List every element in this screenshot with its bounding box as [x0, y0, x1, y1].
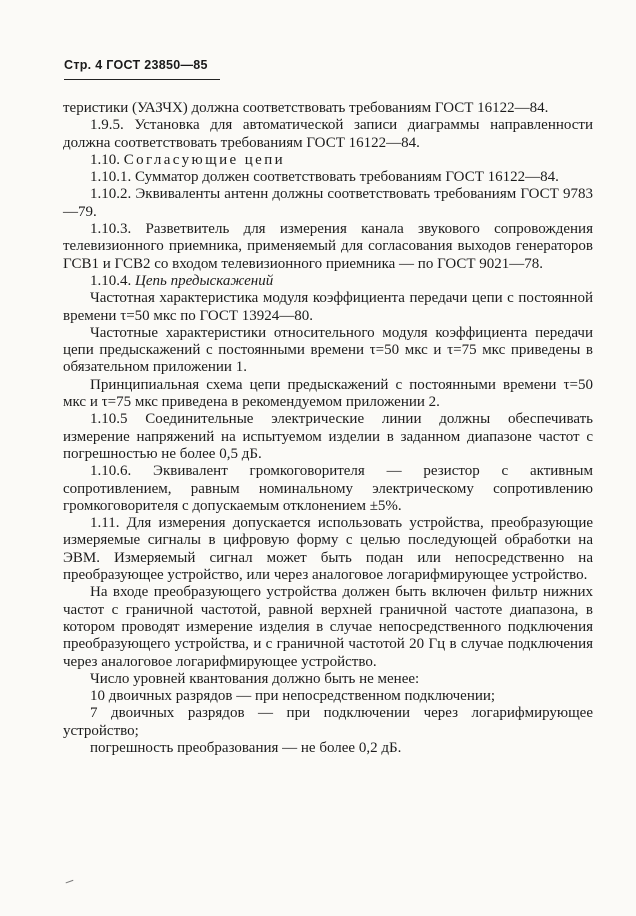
paragraph: Частотная характеристика модуля коэффициента передачи цепи с постоянной времени τ=50 мкс по ГОСТ 13924—80.: [63, 290, 593, 324]
paragraph: 1.10.1. Сумматор должен соответствовать требованиям ГОСТ 16122—84.: [90, 169, 559, 186]
subsection-number: 1.10.4.: [90, 272, 132, 289]
document-body: [63, 100, 593, 757]
paragraph: 1.10.5 Соединительные электрические линии должны обеспечивать измерение напряжений на испытуемом изделии в заданном диапазоне частот с погрешностью не более 0,5 дБ.: [63, 411, 593, 462]
paragraph: теристики (УАЗЧХ) должна соответствовать требованиям ГОСТ 16122—84.: [63, 100, 549, 116]
paragraph: Частотные характеристики относительного модуля коэффициента передачи цепи предыскажений с постоянными времени τ=50 мкс и τ=75 мкс приведены в обязательном приложении 1.: [63, 324, 593, 376]
subsection-title: Цепь предыскажений: [135, 272, 274, 289]
subsection-heading: [63, 273, 593, 290]
page-header: Стр. 4 ГОСТ 23850—85: [64, 58, 208, 72]
scan-mark: [66, 880, 75, 886]
header-rule: [64, 79, 220, 80]
paragraph: Принципиальная схема цепи предыскажений с постоянными времени τ=50 мкс и τ=75 мкс приведена в рекомендуемом приложении 2.: [63, 376, 593, 411]
section-number: 1.10.: [90, 151, 120, 168]
paragraph: 1.10.2. Эквиваленты антенн должны соответствовать требованиям ГОСТ 9783—79.: [63, 186, 593, 220]
paragraph: 1.10.3. Разветвитель для измерения канала звукового сопровождения телевизионного приемника, применяемый для согласования выходов генераторов ГСВ1 и ГСВ2 со входом телевизионного приемника — по ГОСТ 9021—78.: [63, 221, 593, 272]
section-title: Согласующие цепи: [123, 151, 286, 168]
section-heading: [63, 152, 593, 169]
list-item: 10 двоичных разрядов — при непосредственном подключении;: [90, 688, 496, 705]
paragraph: 1.10.6. Эквивалент громкоговорителя — резистор с активным сопротивлением, равным номинальному электрическому сопротивлению громкоговорителя с допускаемым отклонением ±5%.: [63, 463, 593, 514]
list-item: погрешность преобразования — не более 0,2 дБ.: [90, 739, 402, 756]
paragraph: 1.9.5. Установка для автоматической записи диаграммы направленности должна соответствовать требованиям ГОСТ 16122—84.: [63, 117, 593, 151]
paragraph: Число уровней квантования должно быть не менее:: [90, 670, 420, 687]
paragraph: 1.11. Для измерения допускается использовать устройства, преобразующие измеряемые сигналы в цифровую форму с целью последующей обработки на ЭВМ. Измеряемый сигнал может быть подан или непосредственно на преобразующее устройство, или через аналоговое логарифмирующее устройство.: [63, 515, 593, 584]
list-item: 7 двоичных разрядов — при подключении через логарифмирующее устройство;: [63, 705, 593, 739]
paragraph: На входе преобразующего устройства должен быть включен фильтр нижних частот с граничной частотой, равной верхней граничной частоте диапазона, в котором проводят измерение изделия в случае непосредственного подключения преобразующего устройства, и с граничной частотой 20 Гц в случае подключения через аналоговое логарифмирующее устройство.: [63, 584, 593, 670]
